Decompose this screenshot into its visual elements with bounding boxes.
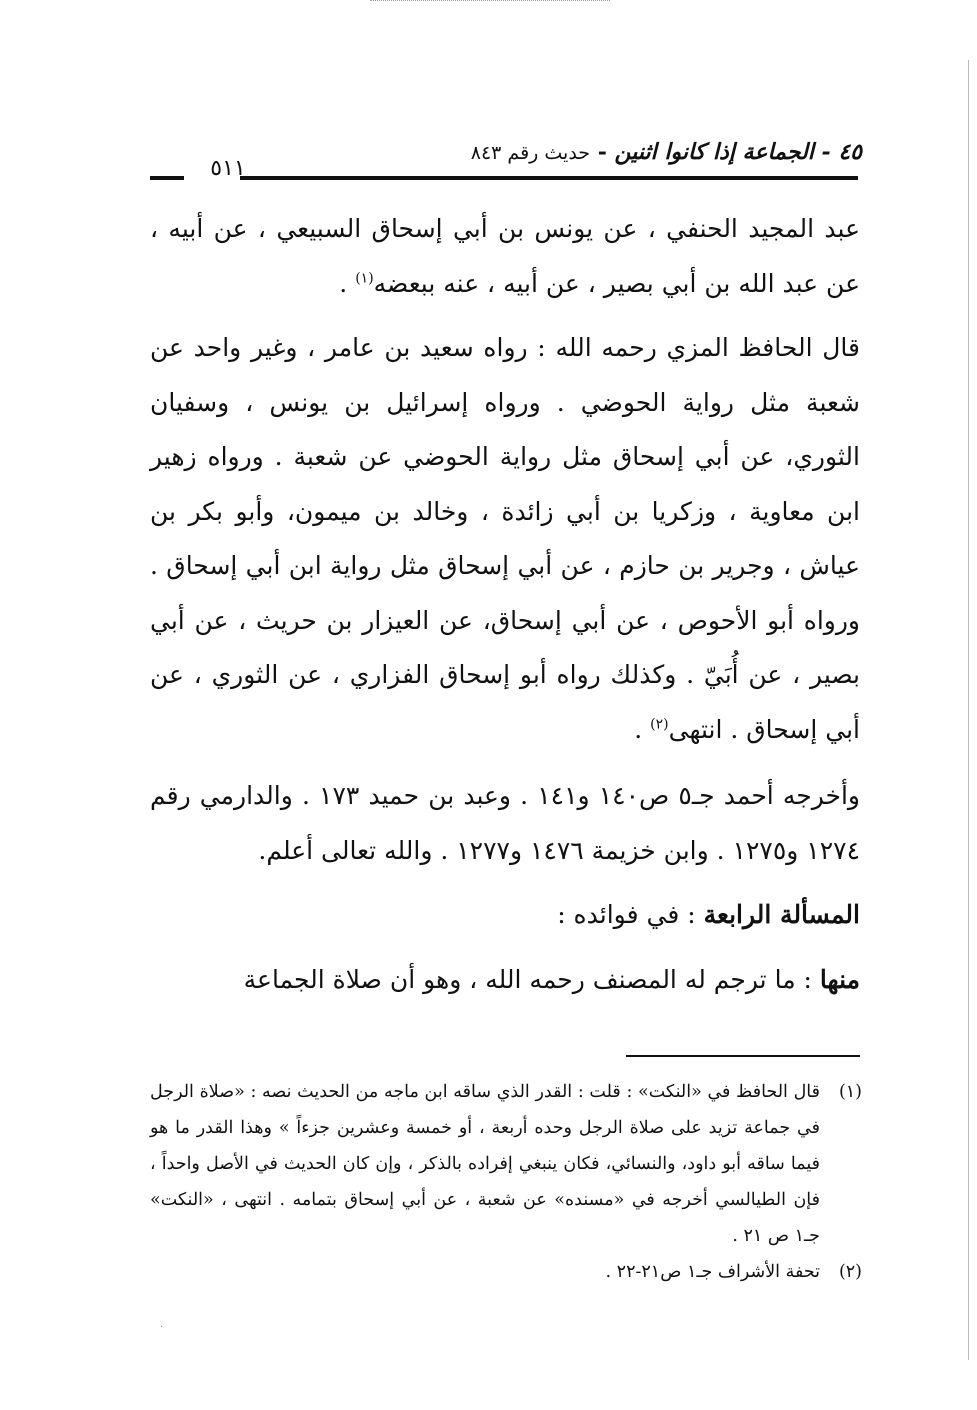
footnotes xyxy=(150,1074,862,1290)
hadith-reference: حديث رقم ٨٤٣ xyxy=(470,142,591,164)
scan-speck: · xyxy=(160,1322,164,1333)
paragraph-2-end: . xyxy=(634,714,651,744)
footnote-ref-2[interactable]: (٢) xyxy=(650,716,669,733)
footnote-text: تحفة الأشراف جـ١ ص٢١-٢٢ . xyxy=(605,1262,820,1282)
point-label: منها xyxy=(819,964,860,994)
page-number: ٥١١ xyxy=(210,156,246,181)
paragraph-4 xyxy=(150,888,860,943)
page-number-dash xyxy=(150,176,184,180)
header-title xyxy=(471,138,862,167)
footnote-text: قال الحافظ في «النكت» : قلت : القدر الذي ساقه ابن ماجه من الحديث نصه : «صلاة الرجل في جماعة تزيد على صلاة الرجل وحده أربعة ، أو خمسة وعشرين جزءاً » وهذا القدر ما هو فيما ساقه أبو داود، والنسائي، فكان ينبغي إفراده بالذكر ، وإن كان الحديث في الأصل واحداً ، فإن الطيالسي أخرجه في «مسنده» عن شعبة ، عن أبي إسحاق بتمامه . انتهى ، «النكت» جـ١ ص ٢١ . xyxy=(150,1082,820,1246)
paragraph-1-text: عبد المجيد الحنفي ، عن يونس بن أبي إسحاق السبيعي ، عن أبيه ، عن عبد الله بن أبي بصير ، عن أبيه ، عنه ببعضه xyxy=(150,214,860,298)
header-separator: - xyxy=(590,139,615,165)
paragraph-1 xyxy=(150,202,860,311)
footnote-2 xyxy=(150,1254,862,1290)
page-edge-line xyxy=(968,60,969,1360)
header-rule xyxy=(240,176,858,180)
paragraph-3: وأخرجه أحمد جـ٥ ص١٤٠ و١٤١ . وعبد بن حميد ١٧٣ . والدارمي رقم ١٢٧٤ و١٢٧٥ . وابن خزيمة ١٤٧٦ و١٢٧٧ . والله تعالى أعلم. xyxy=(150,781,861,865)
footnote-number: (٢) xyxy=(838,1262,862,1282)
footnote-number: (١) xyxy=(838,1082,862,1102)
paragraph-5-text: : ما ترجم له المصنف رحمه الله ، وهو أن صلاة الجماعة xyxy=(243,964,820,994)
footnote-ref-1[interactable]: (١) xyxy=(355,270,374,287)
paragraph-2 xyxy=(150,321,860,757)
main-text xyxy=(150,202,860,1019)
section-heading: المسألة الرابعة xyxy=(703,900,860,929)
chapter-title: ٤٥ - الجماعة إذا كانوا اثنين xyxy=(614,139,862,165)
paragraph-1-end: . xyxy=(339,268,356,298)
paragraph-5 xyxy=(150,953,860,1008)
paragraph-2-text: قال الحافظ المزي رحمه الله : رواه سعيد بن عامر ، وغير واحد عن شعبة مثل رواية الحوضي . ورواه إسرائيل بن يونس ، وسفيان الثوري، عن أبي إسحاق مثل رواية الحوضي عن شعبة . ورواه زهير ابن معاوية ، وزكريا بن أبي زائدة ، وخالد بن ميمون، وأبو بكر بن عياش ، وجرير بن حازم ، عن أبي إسحاق مثل رواية ابن أبي إسحاق . ورواه أبو الأحوص ، عن أبي إسحاق، عن العيزار بن حريث ، عن أبي بصير ، عن أُبَيّ . وكذلك رواه أبو إسحاق الفزاري ، عن الثوري ، عن أبي إسحاق . انتهى xyxy=(150,333,860,744)
footnote-1 xyxy=(150,1074,862,1254)
section-heading-text: : في فوائده : xyxy=(557,900,704,929)
footnote-rule xyxy=(626,1055,860,1057)
top-edge-rule xyxy=(370,0,610,1)
